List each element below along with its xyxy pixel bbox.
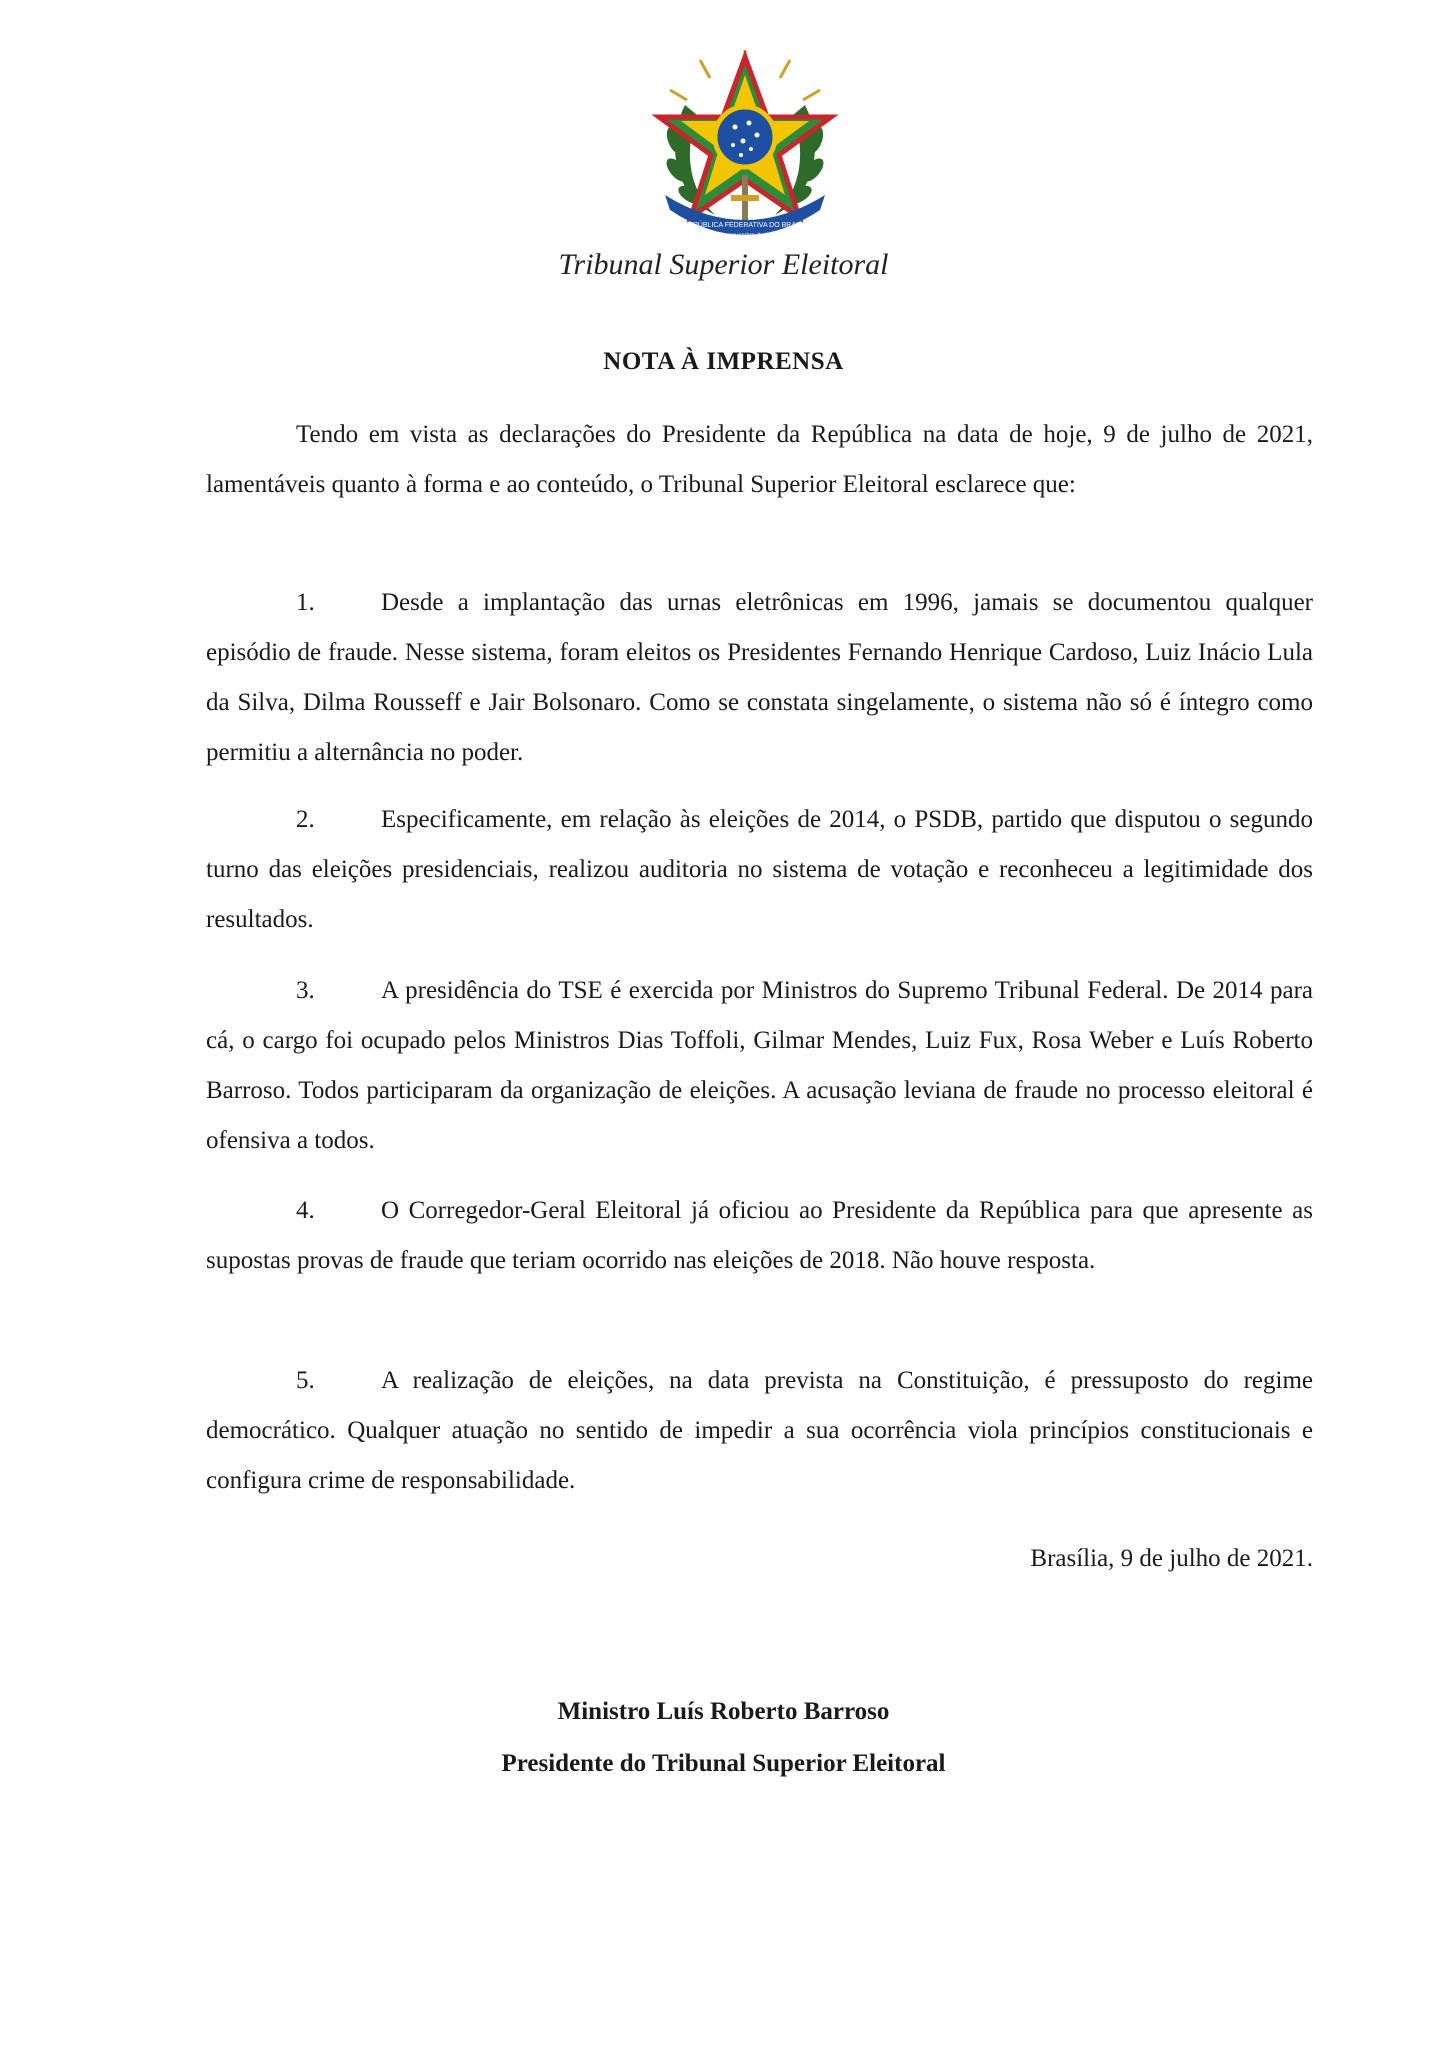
place-and-date: Brasília, 9 de julho de 2021. (1030, 1545, 1313, 1572)
list-item (206, 578, 1313, 778)
list-item (206, 966, 1313, 1166)
page-title: NOTA À IMPRENSA (603, 348, 844, 375)
brazil-coat-of-arms-icon (645, 45, 845, 245)
item-number: 4. (296, 1197, 315, 1224)
institution-name: Tribunal Superior Eleitoral (558, 248, 889, 281)
item-number: 1. (296, 589, 315, 616)
item-text: O Corregedor-Geral Eleitoral já oficiou ao Presidente da República para que apresente as supostas provas de fraude que teriam ocorrido nas eleições de 2018. Não houve resposta. (206, 1197, 1313, 1274)
list-item (206, 795, 1313, 945)
item-text: Desde a implantação das urnas eletrônicas em 1996, jamais se documentou qualquer episódio de fraude. Nesse sistema, foram eleitos os Presidentes Fernando Henrique Cardoso, Luiz Inácio Lula da Silva, Dilma Rousseff e Jair Bolsonaro. Como se constata singelamente, o sistema não só é íntegro como permitiu a alternância no poder. (206, 589, 1313, 766)
emblem-ribbon-date: 15 de novembro de 1889 (711, 233, 779, 239)
item-text: A presidência do TSE é exercida por Ministros do Supremo Tribunal Federal. De 2014 para cá, o cargo foi ocupado pelos Ministros Dias Toffoli, Gilmar Mendes, Luiz Fux, Rosa Weber e Luís Roberto Barroso. Todos participaram da organização de eleições. A acusação leviana de fraude no processo eleitoral é ofensiva a todos. (206, 977, 1313, 1154)
item-number: 3. (296, 977, 315, 1004)
signatory-role: Presidente do Tribunal Superior Eleitoral (501, 1750, 946, 1777)
list-item (206, 1186, 1313, 1286)
item-text: Especificamente, em relação às eleições de 2014, o PSDB, partido que disputou o segundo turno das eleições presidenciais, realizou auditoria no sistema de votação e reconheceu a legitimidade dos resultados. (206, 806, 1313, 933)
item-number: 2. (296, 806, 315, 833)
signatory-name: Ministro Luís Roberto Barroso (557, 1698, 890, 1725)
emblem-blue-disc (715, 107, 775, 167)
emblem-ribbon-text: REPÚBLICA FEDERATIVA DO BRASIL (683, 222, 807, 229)
intro-paragraph: Tendo em vista as declarações do Presidente da República na data de hoje, 9 de julho de 2021, lamentáveis quanto à forma e ao conteúdo, o Tribunal Superior Eleitoral esclarece que: (206, 421, 1313, 498)
item-text: A realização de eleições, na data prevista na Constituição, é pressuposto do regime democrático. Qualquer atuação no sentido de impedir a sua ocorrência viola princípios constitucionais e configura crime de responsabilidade. (206, 1367, 1313, 1494)
item-number: 5. (296, 1367, 315, 1394)
list-item (206, 1356, 1313, 1506)
